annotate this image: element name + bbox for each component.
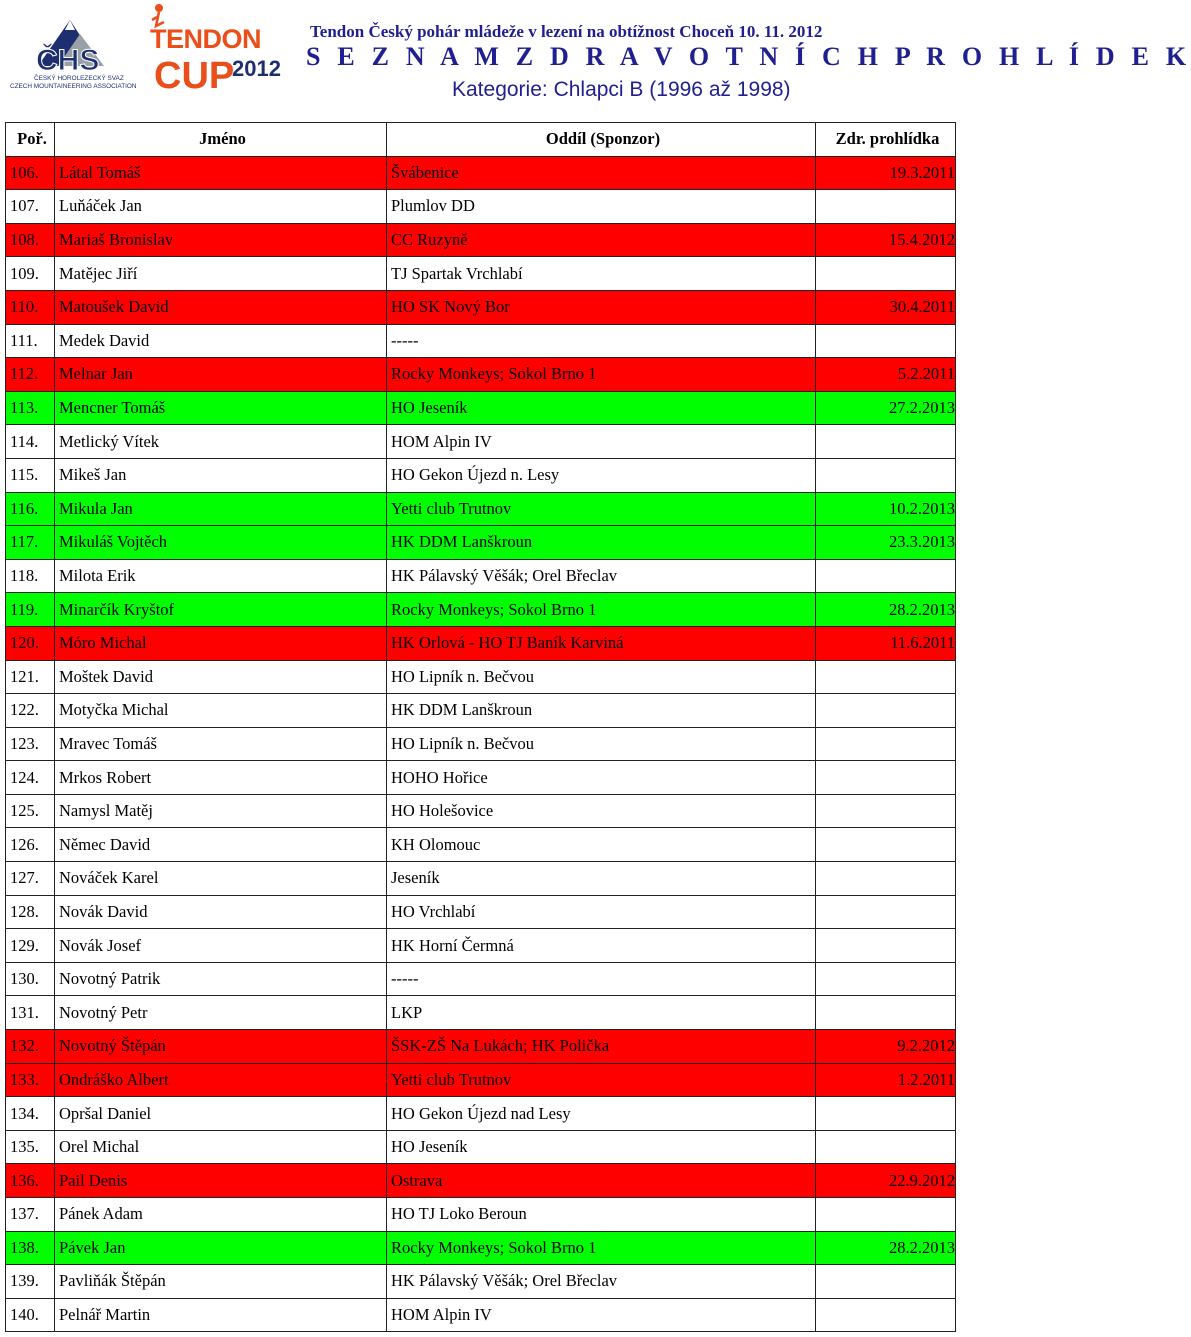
svg-text:ČHS: ČHS: [36, 44, 100, 77]
row-medical-date: [816, 929, 956, 963]
document-subtitle: S E Z N A M Z D R A V O T N Í C H P R O H L Í D E K: [306, 42, 1191, 71]
row-rank: 109.: [6, 257, 55, 291]
row-club: -----: [387, 962, 816, 996]
row-club: HK Horní Čermná: [387, 929, 816, 963]
table-row: [6, 1063, 956, 1097]
row-club: -----: [387, 324, 816, 358]
column-header-name: Jméno: [55, 123, 387, 157]
row-medical-date: [816, 1097, 956, 1131]
table-row: [6, 626, 956, 660]
medical-check-table: [5, 122, 956, 1332]
row-club: Yetti club Trutnov: [387, 1063, 816, 1097]
row-club: HK Pálavský Věšák; Orel Břeclav: [387, 559, 816, 593]
table-row: [6, 1198, 956, 1232]
row-medical-date: 28.2.2013: [816, 1231, 956, 1265]
row-name: Minarčík Kryštof: [55, 593, 387, 627]
row-rank: 124.: [6, 761, 55, 795]
row-rank: 113.: [6, 391, 55, 425]
row-rank: 116.: [6, 492, 55, 526]
row-rank: 120.: [6, 626, 55, 660]
table-row: [6, 694, 956, 728]
table-row: [6, 492, 956, 526]
table-row: [6, 1164, 956, 1198]
row-name: Mravec Tomáš: [55, 727, 387, 761]
row-name: Opršal Daniel: [55, 1097, 387, 1131]
row-rank: 131.: [6, 996, 55, 1030]
table-row: [6, 929, 956, 963]
row-name: Motyčka Michal: [55, 694, 387, 728]
table-row: [6, 358, 956, 392]
tendon-cup-logo: [150, 2, 292, 97]
row-medical-date: 11.6.2011: [816, 626, 956, 660]
row-medical-date: [816, 660, 956, 694]
row-name: Ondráško Albert: [55, 1063, 387, 1097]
row-medical-date: [816, 694, 956, 728]
row-medical-date: [816, 1198, 956, 1232]
row-name: Luňáček Jan: [55, 190, 387, 224]
row-name: Látal Tomáš: [55, 156, 387, 190]
table-row: [6, 1265, 956, 1299]
row-rank: 136.: [6, 1164, 55, 1198]
row-club: Ostrava: [387, 1164, 816, 1198]
svg-text:2012: 2012: [232, 56, 281, 81]
row-club: HO Gekon Újezd n. Lesy: [387, 458, 816, 492]
table-row: [6, 1030, 956, 1064]
row-medical-date: [816, 425, 956, 459]
row-medical-date: [816, 559, 956, 593]
table-row: [6, 1231, 956, 1265]
row-name: Pavliňák Štěpán: [55, 1265, 387, 1299]
row-club: TJ Spartak Vrchlabí: [387, 257, 816, 291]
row-club: HOM Alpin IV: [387, 1298, 816, 1332]
row-rank: 114.: [6, 425, 55, 459]
row-rank: 137.: [6, 1198, 55, 1232]
row-medical-date: [816, 458, 956, 492]
row-name: Mikeš Jan: [55, 458, 387, 492]
row-medical-date: 1.2.2011: [816, 1063, 956, 1097]
row-rank: 110.: [6, 290, 55, 324]
table-row: [6, 1130, 956, 1164]
row-name: Novotný Štěpán: [55, 1030, 387, 1064]
row-club: HO Gekon Újezd nad Lesy: [387, 1097, 816, 1131]
row-club: HO SK Nový Bor: [387, 290, 816, 324]
row-name: Orel Michal: [55, 1130, 387, 1164]
row-rank: 138.: [6, 1231, 55, 1265]
row-club: HOM Alpin IV: [387, 425, 816, 459]
row-medical-date: 10.2.2013: [816, 492, 956, 526]
row-club: Yetti club Trutnov: [387, 492, 816, 526]
row-name: Medek David: [55, 324, 387, 358]
row-medical-date: 23.3.2013: [816, 526, 956, 560]
row-name: Pelnář Martin: [55, 1298, 387, 1332]
row-rank: 107.: [6, 190, 55, 224]
row-medical-date: 19.3.2011: [816, 156, 956, 190]
row-name: Namysl Matěj: [55, 794, 387, 828]
table-row: [6, 257, 956, 291]
row-name: Metlický Vítek: [55, 425, 387, 459]
row-name: Melnar Jan: [55, 358, 387, 392]
table-row: [6, 794, 956, 828]
column-header-rank: Poř.: [6, 123, 55, 157]
row-name: Mikula Jan: [55, 492, 387, 526]
row-rank: 126.: [6, 828, 55, 862]
row-club: LKP: [387, 996, 816, 1030]
row-club: Jeseník: [387, 862, 816, 896]
row-rank: 122.: [6, 694, 55, 728]
table-row: [6, 324, 956, 358]
row-name: Novák Josef: [55, 929, 387, 963]
row-club: Plumlov DD: [387, 190, 816, 224]
table-row: [6, 223, 956, 257]
table-row: [6, 727, 956, 761]
table-row: [6, 862, 956, 896]
row-medical-date: [816, 828, 956, 862]
table-row: [6, 895, 956, 929]
row-club: Rocky Monkeys; Sokol Brno 1: [387, 593, 816, 627]
table-row: [6, 996, 956, 1030]
table-row: [6, 559, 956, 593]
row-club: HO Lipník n. Bečvou: [387, 727, 816, 761]
row-name: Matějec Jiří: [55, 257, 387, 291]
row-rank: 133.: [6, 1063, 55, 1097]
row-rank: 140.: [6, 1298, 55, 1332]
column-header-medical: Zdr. prohlídka: [816, 123, 956, 157]
row-rank: 121.: [6, 660, 55, 694]
svg-text:CUP: CUP: [154, 55, 235, 97]
row-rank: 108.: [6, 223, 55, 257]
row-rank: 139.: [6, 1265, 55, 1299]
table-row: [6, 1097, 956, 1131]
table-row: [6, 593, 956, 627]
row-rank: 118.: [6, 559, 55, 593]
row-medical-date: [816, 962, 956, 996]
row-club: HK DDM Lanškroun: [387, 694, 816, 728]
table-row: [6, 660, 956, 694]
row-rank: 111.: [6, 324, 55, 358]
row-medical-date: [816, 190, 956, 224]
table-header-row: [6, 123, 956, 157]
table-row: [6, 526, 956, 560]
row-club: HK DDM Lanškroun: [387, 526, 816, 560]
row-club: HO Lipník n. Bečvou: [387, 660, 816, 694]
row-name: Móro Michal: [55, 626, 387, 660]
row-club: HOHO Hořice: [387, 761, 816, 795]
row-medical-date: 30.4.2011: [816, 290, 956, 324]
row-rank: 135.: [6, 1130, 55, 1164]
page-header: [0, 0, 1191, 122]
row-rank: 132.: [6, 1030, 55, 1064]
row-name: Mrkos Robert: [55, 761, 387, 795]
row-rank: 117.: [6, 526, 55, 560]
svg-text:ČESKÝ HOROLEZECKÝ SVAZ: ČESKÝ HOROLEZECKÝ SVAZ: [34, 75, 124, 82]
row-name: Mariaš Bronislav: [55, 223, 387, 257]
category-label: Kategorie: Chlapci B (1996 až 1998): [452, 78, 791, 101]
row-club: KH Olomouc: [387, 828, 816, 862]
table-row: [6, 156, 956, 190]
row-rank: 130.: [6, 962, 55, 996]
row-medical-date: [816, 1265, 956, 1299]
row-club: HO TJ Loko Beroun: [387, 1198, 816, 1232]
row-club: HO Jeseník: [387, 391, 816, 425]
row-medical-date: 27.2.2013: [816, 391, 956, 425]
row-club: CC Ruzyně: [387, 223, 816, 257]
table-row: [6, 391, 956, 425]
row-medical-date: [816, 1298, 956, 1332]
row-rank: 128.: [6, 895, 55, 929]
row-name: Nováček Karel: [55, 862, 387, 896]
row-medical-date: 15.4.2012: [816, 223, 956, 257]
row-club: HO Jeseník: [387, 1130, 816, 1164]
row-medical-date: [816, 1130, 956, 1164]
row-medical-date: 9.2.2012: [816, 1030, 956, 1064]
table-row: [6, 190, 956, 224]
row-rank: 123.: [6, 727, 55, 761]
row-name: Němec David: [55, 828, 387, 862]
row-rank: 115.: [6, 458, 55, 492]
row-medical-date: [816, 794, 956, 828]
row-name: Mencner Tomáš: [55, 391, 387, 425]
row-club: Rocky Monkeys; Sokol Brno 1: [387, 358, 816, 392]
row-medical-date: [816, 996, 956, 1030]
table-row: [6, 458, 956, 492]
column-header-club: Oddíl (Sponzor): [387, 123, 816, 157]
row-medical-date: [816, 257, 956, 291]
table-row: [6, 290, 956, 324]
row-rank: 112.: [6, 358, 55, 392]
table-row: [6, 1298, 956, 1332]
row-club: HK Orlová - HO TJ Baník Karviná: [387, 626, 816, 660]
row-medical-date: 28.2.2013: [816, 593, 956, 627]
chs-logo: [8, 8, 148, 90]
row-medical-date: [816, 761, 956, 795]
row-name: Matoušek David: [55, 290, 387, 324]
row-name: Pail Denis: [55, 1164, 387, 1198]
row-medical-date: 22.9.2012: [816, 1164, 956, 1198]
table-row: [6, 828, 956, 862]
row-rank: 119.: [6, 593, 55, 627]
row-club: ŠSK-ZŠ Na Lukách; HK Polička: [387, 1030, 816, 1064]
row-medical-date: 5.2.2011: [816, 358, 956, 392]
row-rank: 106.: [6, 156, 55, 190]
row-name: Pávek Jan: [55, 1231, 387, 1265]
row-rank: 129.: [6, 929, 55, 963]
competition-title: Tendon Český pohár mládeže v lezení na obtížnost Choceň 10. 11. 2012: [310, 22, 823, 41]
table-row: [6, 761, 956, 795]
row-medical-date: [816, 895, 956, 929]
row-club: HO Vrchlabí: [387, 895, 816, 929]
table-row: [6, 425, 956, 459]
row-name: Pánek Adam: [55, 1198, 387, 1232]
row-club: HK Pálavský Věšák; Orel Břeclav: [387, 1265, 816, 1299]
row-rank: 127.: [6, 862, 55, 896]
row-medical-date: [816, 862, 956, 896]
row-name: Novák David: [55, 895, 387, 929]
row-rank: 125.: [6, 794, 55, 828]
row-name: Mikuláš Vojtěch: [55, 526, 387, 560]
row-medical-date: [816, 324, 956, 358]
row-name: Moštek David: [55, 660, 387, 694]
svg-text:TENDON: TENDON: [150, 24, 261, 54]
row-rank: 134.: [6, 1097, 55, 1131]
row-medical-date: [816, 727, 956, 761]
row-club: HO Holešovice: [387, 794, 816, 828]
table-row: [6, 962, 956, 996]
row-name: Milota Erik: [55, 559, 387, 593]
row-name: Novotný Patrik: [55, 962, 387, 996]
svg-text:CZECH MOUNTAINEERING ASSOCIATI: CZECH MOUNTAINEERING ASSOCIATION: [10, 83, 137, 90]
row-name: Novotný Petr: [55, 996, 387, 1030]
row-club: Švábenice: [387, 156, 816, 190]
row-club: Rocky Monkeys; Sokol Brno 1: [387, 1231, 816, 1265]
